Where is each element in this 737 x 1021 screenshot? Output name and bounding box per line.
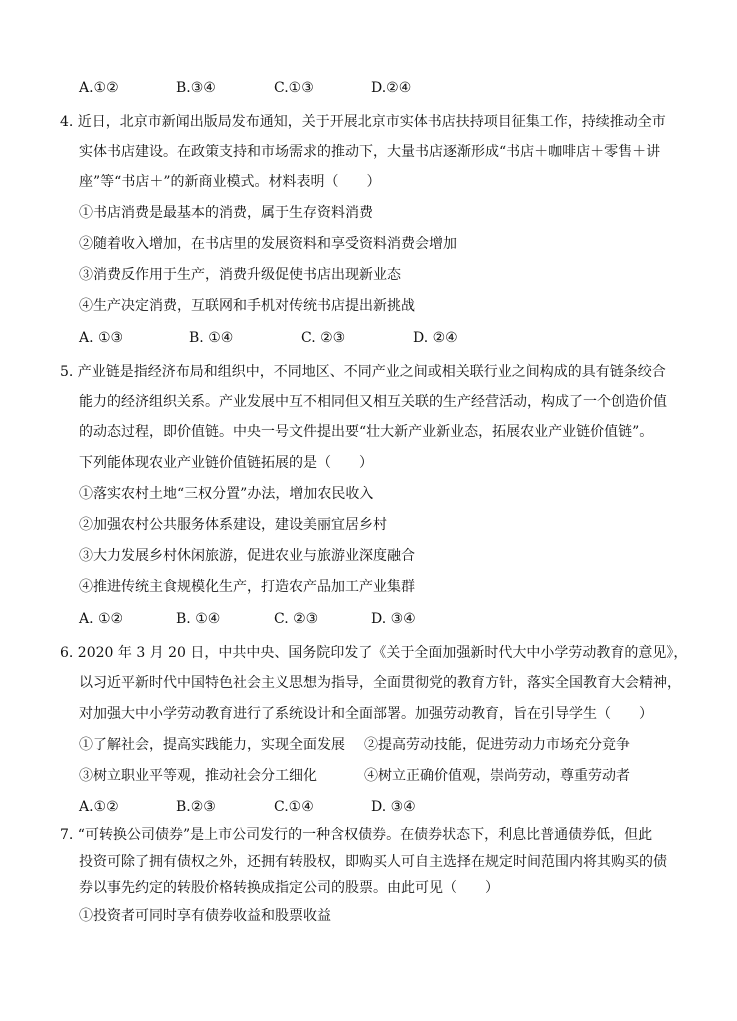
q4-stem-line-1: 4. 近日，北京市新闻出版局发布通知，关于开展北京市实体书店扶持项目征集工作，持续推动全市 bbox=[60, 114, 666, 130]
q5-option-a[interactable]: A. ①② bbox=[79, 611, 124, 627]
q7-stem-line-2: 投资可除了拥有债权之外，还拥有转股权，即购买人可自主选择在规定时间范围内将其购买的债 bbox=[79, 854, 667, 870]
q5-option-c[interactable]: C. ②③ bbox=[274, 611, 319, 627]
q4-stem-line-2: 实体书店建设。在政策支持和市场需求的推动下，大量书店逐渐形成“书店＋咖啡店＋零售＋讲 bbox=[79, 144, 661, 160]
q6-options bbox=[79, 797, 679, 817]
q4-statement-4: ④生产决定消费，互联网和手机对传统书店提出新挑战 bbox=[79, 298, 415, 314]
q4-statement-1: ①书店消费是最基本的消费，属于生存资料消费 bbox=[79, 205, 373, 221]
q5-statement-3: ③大力发展乡村休闲旅游，促进农业与旅游业深度融合 bbox=[79, 548, 415, 564]
q6-statement-4: ④树立正确价值观，崇尚劳动，尊重劳动者 bbox=[364, 768, 630, 784]
q4-option-d[interactable]: D. ②④ bbox=[413, 330, 458, 346]
q6-statements-row-2 bbox=[79, 766, 630, 786]
q4-statement-3: ③消费反作用于生产，消费升级促使书店出现新业态 bbox=[79, 267, 401, 283]
q7-statement-1: ①投资者可同时享有债券收益和股票收益 bbox=[79, 908, 331, 924]
q5-statement-1: ①落实农村土地“三权分置”办法，增加农民收入 bbox=[79, 486, 374, 502]
q4-option-c[interactable]: C. ②③ bbox=[301, 330, 346, 346]
q5-option-d[interactable]: D. ③④ bbox=[371, 611, 416, 627]
q6-statement-1: ①了解社会，提高实践能力，实现全面发展 bbox=[79, 737, 345, 753]
q5-stem-line-1: 5. 产业链是指经济布局和组织中，不同地区、不同产业之间或相关联行业之间构成的具有链条绞合 bbox=[60, 364, 666, 380]
q6-stem-line-3: 对加强大中小学劳动教育进行了系统设计和全面部署。加强劳动教育，旨在引导学生（ ） bbox=[79, 706, 653, 722]
q4-option-b[interactable]: B. ①④ bbox=[189, 330, 234, 346]
q3-option-a[interactable]: A.①② bbox=[79, 80, 119, 96]
q4-statement-2: ②随着收入增加，在书店里的发展资料和享受资料消费会增加 bbox=[79, 236, 457, 252]
q5-options bbox=[79, 609, 679, 629]
q4-options bbox=[79, 328, 679, 348]
q6-option-a[interactable]: A.①② bbox=[79, 799, 119, 815]
q4-option-a[interactable]: A. ①③ bbox=[79, 330, 124, 346]
q5-option-b[interactable]: B. ①④ bbox=[176, 611, 221, 627]
q7-stem-line-1: 7. “可转换公司债券”是上市公司发行的一种含权债券。在债券状态下，利息比普通债券低，但此 bbox=[60, 827, 653, 843]
q3-option-d[interactable]: D.②④ bbox=[371, 80, 412, 96]
q5-stem-line-3: 的动态过程，即价值链。中央一号文件提出要“壮大新产业新业态，拓展农业产业链价值链”。 bbox=[79, 424, 654, 440]
q6-option-c[interactable]: C.①④ bbox=[274, 799, 314, 815]
q4-stem-line-3: 座”等“书店＋”的新商业模式。材料表明（ ） bbox=[79, 174, 381, 190]
q5-stem-line-4: 下列能体现农业产业链价值链拓展的是（ ） bbox=[79, 455, 373, 471]
q6-statement-3: ③树立职业平等观，推动社会分工细化 bbox=[79, 768, 317, 784]
q6-statement-2: ②提高劳动技能，促进劳动力市场充分竞争 bbox=[364, 737, 630, 753]
q3-option-b[interactable]: B.③④ bbox=[176, 80, 216, 96]
q6-option-d[interactable]: D. ③④ bbox=[371, 799, 416, 815]
q3-options bbox=[79, 78, 679, 98]
q6-statements-row-1 bbox=[79, 735, 630, 755]
q6-stem-line-2: 以习近平新时代中国特色社会主义思想为指导，全面贯彻党的教育方针，落实全国教育大会精神， bbox=[79, 675, 681, 691]
q3-option-c[interactable]: C.①③ bbox=[274, 80, 314, 96]
q5-stem-line-2: 能力的经济组织关系。产业发展中互不相同但又相互关联的生产经营活动，构成了一个创造价值 bbox=[79, 394, 667, 410]
q5-statement-4: ④推进传统主食规模化生产，打造农产品加工产业集群 bbox=[79, 579, 415, 595]
q5-statement-2: ②加强农村公共服务体系建设，建设美丽宜居乡村 bbox=[79, 517, 387, 533]
q6-stem-line-1: 6. 2020 年 3 月 20 日，中共中央、国务院印发了《关于全面加强新时代大中小学劳动教育的意见》， bbox=[60, 645, 688, 661]
q7-stem-line-3: 券以事先约定的转股价格转换成指定公司的股票。由此可见（ ） bbox=[79, 880, 499, 896]
q6-option-b[interactable]: B.②③ bbox=[176, 799, 216, 815]
